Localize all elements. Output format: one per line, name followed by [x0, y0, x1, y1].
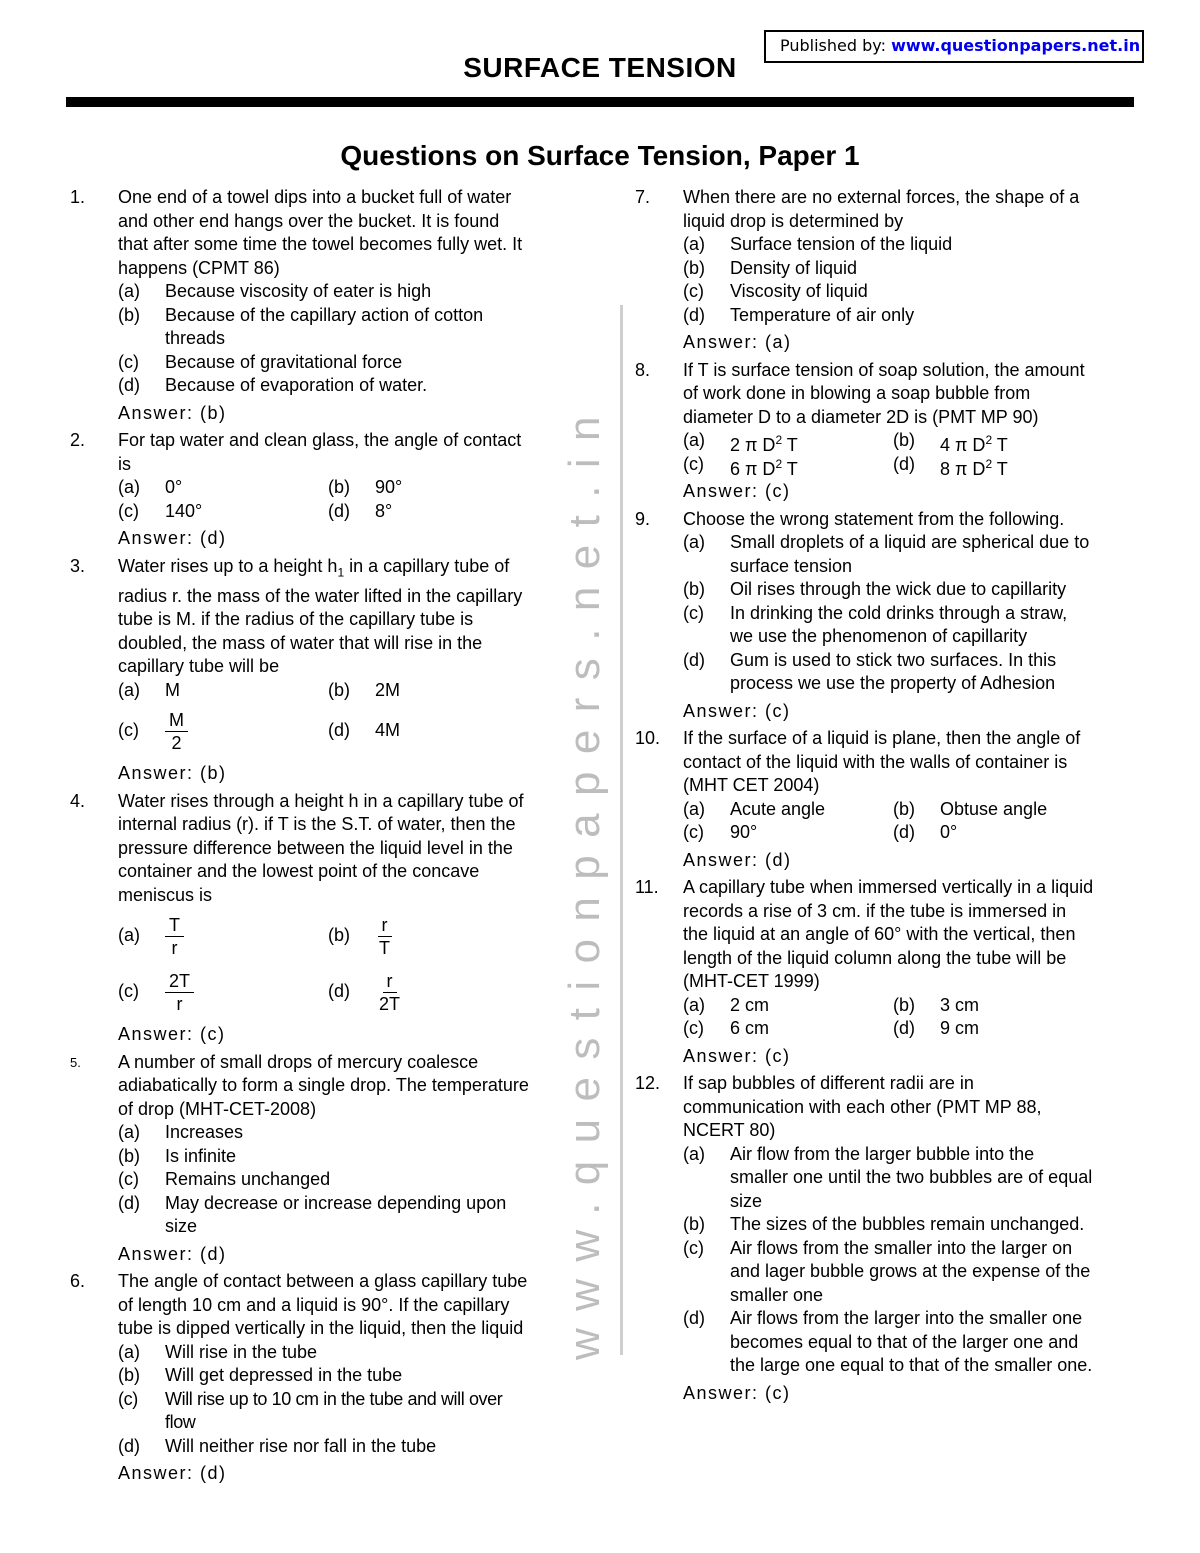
watermark-text: www.questionpapers.net.in [560, 399, 609, 1360]
option-b: (b) Obtuse angle [893, 798, 1048, 819]
option-a: (a) 2 cm [683, 994, 770, 1015]
option-d: (d) 4M [328, 720, 401, 741]
option-a: (a) M [118, 679, 180, 700]
question-number: 2. [70, 430, 86, 450]
question-3 [70, 555, 530, 786]
option-d: (d) Air flows from the larger into the smaller one becomes equal to that of the larger one and the large one equal to that of the smaller one. [683, 1308, 1093, 1375]
question-number: 10. [635, 728, 661, 748]
option-c: (c) 6 cm [683, 1018, 770, 1038]
fraction: $\frac{2T}{r}$ [165, 970, 194, 1015]
option-c: (c) 6 π $D^2$ T [683, 453, 798, 479]
question-text: Choose the wrong statement from the following. [683, 508, 1065, 529]
answer: Answer: (c) [683, 1382, 791, 1403]
option-b: (b) 2M [328, 679, 401, 700]
option-c: (c) 90° [683, 822, 758, 842]
question-11 [635, 876, 1095, 1068]
option-d: (d) $\frac{r}{2T}$ [328, 965, 538, 1019]
options-grid [683, 798, 1095, 845]
option-a: (a) Because viscosity of eater is high [118, 281, 432, 301]
question-number: 9. [635, 508, 651, 529]
question-number: 6. [70, 1271, 86, 1292]
question-number: 12. [635, 1073, 661, 1093]
option-d: (d) Because of evaporation of water. [118, 375, 428, 395]
question-text: When there are no external forces, the shape of a liquid drop is determined by [683, 187, 1080, 231]
question-6 [70, 1270, 530, 1486]
paper-title: Questions on Surface Tension, Paper 1 [340, 140, 860, 171]
answer: Answer: (d) [118, 1243, 227, 1264]
question-source: (MHT-CET 1999) [683, 971, 820, 991]
options-grid [683, 429, 1095, 479]
question-number: 1. [70, 187, 86, 207]
option-a: (a) Air flow from the larger bubble into the smaller one until the two bubbles are of equal size [683, 1143, 1093, 1211]
option-d: (d) 9 cm [893, 1018, 980, 1038]
option-a: (a) $\frac{T}{r}$ [118, 909, 328, 963]
option-d: (d) May decrease or increase depending upon size [118, 1192, 507, 1237]
options-grid [118, 965, 530, 1019]
options-grid [683, 994, 1095, 1041]
question-text: For tap water and clean glass, the angle of contact is [118, 430, 522, 474]
header-rule [66, 97, 1134, 107]
answer: Answer: (d) [118, 528, 227, 548]
question-number: 8. [635, 359, 651, 380]
option-b: (b) Will get depressed in the tube [118, 1365, 403, 1386]
question-number: 3. [70, 555, 86, 576]
option-d: (d) 0° [893, 822, 958, 842]
question-text: If T is surface tension of soap solution, the amount of work done in blowing a soap bubble from diameter D to a diameter 2D is (PMT MP 90) [683, 359, 1085, 427]
question-number: 7. [635, 187, 651, 207]
question-text: Water rises through a height h in a capillary tube of internal radius (r). if T is the S.T. of water, then the pressure difference between the liquid level in the container and the lowest point of the concave meniscus is [118, 790, 524, 905]
option-b: (b) Density of liquid [683, 257, 858, 278]
options-grid [118, 476, 530, 523]
answer: Answer: (a) [683, 332, 792, 352]
option-d: (d) Gum is used to stick two surfaces. In this process we use the property of Adhesion [683, 649, 1057, 693]
options-grid [118, 704, 530, 758]
fraction: $\frac{r}{T}$ [379, 914, 390, 958]
question-text: A number of small drops of mercury coalesce adiabatically to form a single drop. The temperature of drop (MHT-CET-2008) [118, 1051, 529, 1119]
option-c: (c) In drinking the cold drinks through a straw, we use the phenomenon of capillarity [683, 602, 1068, 646]
answer: Answer: (d) [118, 1463, 227, 1484]
option-c: (c) Viscosity of liquid [683, 281, 868, 301]
option-d: (d) 8° [328, 500, 393, 521]
question-number: 4. [70, 790, 86, 811]
answer: Answer: (c) [683, 700, 791, 721]
option-c: (c) 140° [118, 500, 203, 521]
option-d: (d) Will neither rise nor fall in the tube [118, 1435, 437, 1456]
left-column [70, 186, 530, 1490]
option-c: (c) Remains unchanged [118, 1169, 331, 1190]
question-9 [635, 508, 1095, 724]
question-text: If sap bubbles of different radii are in communication with each other (PMT MP 88, NCERT 80) [683, 1073, 1042, 1140]
option-b: (b) 90° [328, 477, 403, 497]
option-b: (b) Is infinite [118, 1145, 237, 1166]
answer: Answer: (c) [683, 481, 791, 501]
options-grid [118, 679, 530, 703]
option-c: (c) Because of gravitational force [118, 351, 403, 372]
option-a: (a) Surface tension of the liquid [683, 234, 953, 254]
watermark-rule [620, 305, 623, 1355]
option-c: (c) $\frac{M}{2}$ [118, 704, 328, 758]
publisher-label: Published by: [780, 36, 886, 55]
options-grid [118, 909, 530, 963]
option-a: (a) Increases [118, 1122, 244, 1143]
question-5 [70, 1051, 530, 1267]
option-b: (b) The sizes of the bubbles remain unchanged. [683, 1214, 1085, 1234]
answer: Answer: (c) [118, 1024, 226, 1045]
option-a: (a) Will rise in the tube [118, 1341, 318, 1362]
option-c: (c) Air flows from the smaller into the larger on and lager bubble grows at the expense of the smaller one [683, 1237, 1091, 1305]
question-4 [70, 790, 530, 1047]
option-a: (a) Acute angle [683, 798, 826, 819]
question-2 [70, 429, 530, 551]
answer: Answer: (d) [683, 849, 792, 870]
answer: Answer: (b) [118, 402, 227, 423]
option-b: (b) Oil rises through the wick due to capillarity [683, 579, 1067, 599]
option-a: (a) Small droplets of a liquid are spherical due to surface tension [683, 532, 1090, 576]
fraction: $\frac{T}{r}$ [165, 914, 184, 959]
question-text: Water rises up to a height $h_1$ in a capillary tube of radius r. the mass of the water lifted in the capillary tube is M. if the radius of the capillary tube is doubled, the mass of water that will rise in the capillary tube will be [118, 555, 523, 677]
option-a: (a) 0° [118, 477, 183, 497]
question-12 [635, 1072, 1095, 1405]
answer: Answer: (c) [683, 1045, 791, 1066]
option-a: (a) 2 π $D^2$ T [683, 430, 798, 455]
question-number: 11. [635, 877, 659, 897]
question-10 [635, 727, 1095, 872]
option-b: (b) $\frac{r}{T}$ [328, 909, 538, 963]
question-number: 5. [70, 1054, 81, 1070]
option-b: (b) Because of the capillary action of cotton threads [118, 304, 484, 348]
question-text: The angle of contact between a glass capillary tube of length 10 cm and a liquid is 90°. If the capillary tube is dipped vertically in the liquid, then the liquid [118, 1271, 528, 1339]
option-d: (d) 8 π $D^2$ T [893, 453, 1008, 479]
option-b: (b) 3 cm [893, 994, 980, 1015]
question-text: One end of a towel dips into a bucket full of water and other end hangs over the bucket. It is found that after some time the towel becomes fully wet. It happens (CPMT 86) [118, 187, 523, 278]
option-d: (d) Temperature of air only [683, 304, 915, 325]
option-b: (b) 4 π $D^2$ T [893, 430, 1008, 455]
fraction: $\frac{M}{2}$ [165, 709, 188, 754]
question-text: If the surface of a liquid is plane, then the angle of contact of the liquid with the walls of container is (MHT CET 2004) [683, 728, 1081, 795]
fraction: $\frac{r}{2T}$ [379, 970, 401, 1014]
option-c: (c) $\frac{2T}{r}$ [118, 965, 328, 1019]
question-8 [635, 359, 1095, 504]
question-7 [635, 186, 1095, 355]
right-column [635, 186, 1095, 1409]
answer: Answer: (b) [118, 763, 227, 784]
option-c: (c) Will rise up to 10 cm in the tube and will over flow [118, 1388, 503, 1433]
question-1 [70, 186, 530, 425]
question-text: A capillary tube when immersed vertically in a liquid records a rise of 3 cm. if the tube is immersed in the liquid at an angle of 60° with the vertical, then length of the liquid column along the tube will be [683, 877, 1094, 968]
header-title: SURFACE TENSION [463, 52, 737, 83]
publisher-url-link[interactable]: www.questionpapers.net.in [891, 36, 1141, 55]
